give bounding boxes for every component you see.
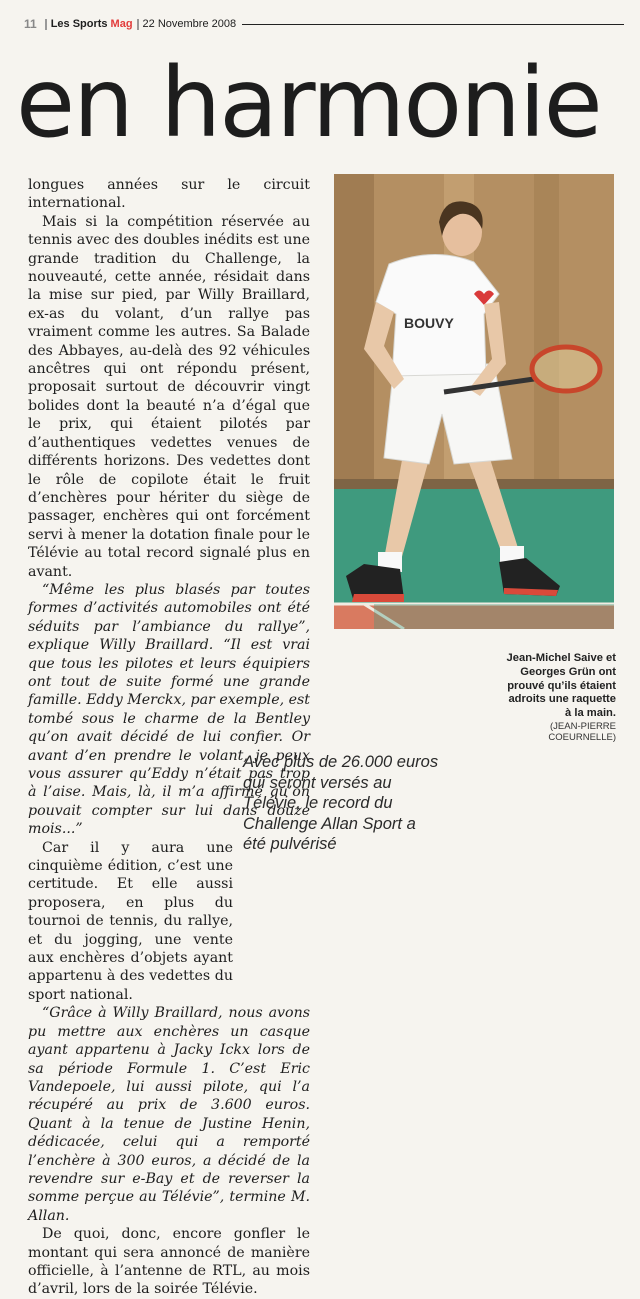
issue-date: 22 Novembre 2008: [142, 18, 237, 30]
wall-base: [334, 479, 614, 489]
article-paragraph: Car il y aura une cinquième édition, c’est une certitude. Et elle aussi proposera, en plus du tournoi de tennis, du rallye, et du jogging, une vente aux enchères d’objets ayant appartenu à des vedettes du sport national.: [28, 839, 233, 1003]
curtain-fold: [534, 174, 559, 489]
page-header: [24, 14, 624, 34]
shirt-logo: BOUVY: [404, 315, 454, 331]
photo-caption: [500, 652, 616, 743]
page-number: 11: [24, 17, 37, 31]
publication-accent: Mag: [110, 18, 133, 30]
header-rule: [242, 24, 624, 25]
article-paragraph: Mais si la compétition réservée au tennis avec des doubles inédits est une grande tradition du Challenge, la nouveauté, cette année, résidait dans la mise sur pied, par Willy Braillard, ex-as du volant, d’un rallye pas vraiment comme les autres. Sa Balade des Abbayes, au-delà des 92 véhicules ancêtres qui ont répondu présent, proposait surtout de découvrir vingt bolides dont la beauté n’a d’égal que le prix, qui étaient pilotés par d’authentiques vedettes venues de différents horizons. Des vedettes dont le rôle de copilote était le fruit d’enchères pour hériter du siège de passager, enchères qui ont forcément servi à mener la dotation finale pour le Télévie au total record signalé plus en avant.: [28, 213, 310, 580]
court-shadow: [374, 604, 614, 629]
left-shoe-sole: [352, 594, 404, 602]
article-paragraph: De quoi, donc, encore gonfler le montant qui sera annoncé de manière officielle, à l’antenne de RTL, au mois d’avril, lors de la soirée Télévie.: [28, 1226, 310, 1298]
separator: [137, 19, 139, 30]
racket-head: [532, 347, 600, 391]
tennis-player-illustration: [334, 174, 614, 629]
article-paragraph: “Même les plus blasés par toutes formes d’activités automobiles ont été séduits par l’ambiance du rallye”, explique Willy Braillard. “Il est vrai que tous les pilotes et leurs équipiers ont tout de suite formé une grande famille. Eddy Merckx, par exemple, est tombé sous le charme de la Bentley qu’on avait décidé de lui confier. Or avant d’en prendre le volant, je peux vous assurer qu’Eddy n’était pas trop à l’aise. Mais, là, il m’a affirmé qu’on pouvait compter sur lui dans douze mois...”: [28, 581, 310, 838]
article-paragraph: longues années sur le circuit international.: [28, 177, 310, 212]
article-paragraph: “Grâce à Willy Braillard, nous avons pu mettre aux enchères un casque ayant appartenu à Jacky Ickx lors de sa période Formule 1. C’est Eric Vandepoele, lui aussi pilote, qui l’a récupéré au prix de 3.600 euros. Quant à la tenue de Justine Henin, dédicacée, celui qui a remporté l’enchère à 300 euros, a décidé de la revendre sur e-Bay et de reverser la somme perçue au Télévie”, termine M. Allan.: [28, 1005, 310, 1224]
caption-text: Jean-Michel Saive et Georges Grün ont prouvé qu’ils étaient adroits une raquette à la main.: [506, 652, 616, 720]
curtain-fold: [334, 174, 374, 489]
publication-name: Les Sports: [50, 18, 108, 30]
headline: en harmonie: [16, 47, 601, 159]
article-body: [28, 176, 310, 1299]
pull-quote: Avec plus de 26.000 euros qui seront versés au Télévie, le record du Challenge Allan Sport a été pulvérisé: [243, 753, 439, 853]
separator: [45, 19, 47, 30]
article-photo: [334, 174, 614, 629]
photo-credit: (JEAN-PIERRE COEURNELLE): [548, 720, 616, 743]
